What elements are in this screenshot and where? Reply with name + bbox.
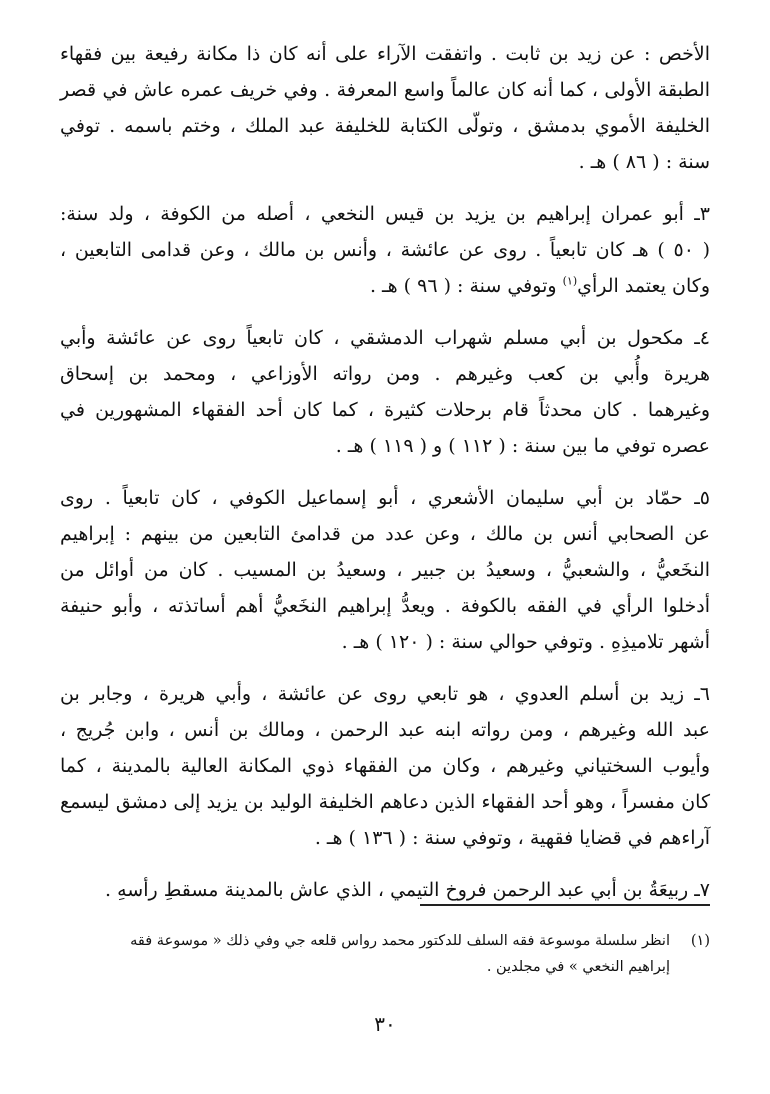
text-line: هريرة وأُبي بن كعب وغيرهم . ومن رواته الأوزاعي ، ومحمد بن إسحاق	[60, 363, 710, 385]
text-line	[60, 268, 710, 304]
footnote-marker: (١)	[690, 933, 710, 949]
page-number: ٣٠	[374, 1012, 396, 1036]
footnote-divider	[420, 904, 710, 906]
footnote-text-line: انظر سلسلة موسوعة فقه السلف للدكتور محمد رواس قلعه جي وفي ذلك « موسوعة فقه	[130, 933, 670, 949]
text-line: سنة : ( ٨٦ ) هـ .	[578, 151, 710, 173]
paragraph-5-zayd-ibn-aslam	[60, 676, 710, 856]
text-line: ٤ـ مكحول بن أبي مسلم شهراب الدمشقي ، كان تابعياً روى عن عائشة وأبي	[60, 327, 710, 349]
text-line: عبد الله وغيرهم ، ومن رواته ابنه عبد الرحمن ، ومالك بن أنس ، وابن جُريج ،	[60, 719, 710, 741]
text-segment: وكان يعتمد الرأي	[577, 275, 710, 297]
page-body	[60, 36, 710, 924]
footnote-reference[interactable]: (١)	[562, 274, 578, 288]
text-line: كان مفسراً ، وهو أحد الفقهاء الذين دعاهم الخليفة الوليد بن يزيد إلى دمشق ليسمع	[60, 791, 710, 813]
text-segment: وتوفي سنة : ( ٩٦ ) هـ .	[369, 275, 563, 297]
text-line: وغيرهما . كان محدثاً قام برحلات كثيرة ، كما كان أحد الفقهاء المشهورين في	[60, 399, 710, 421]
text-line: وأيوب السختياني وغيرهم ، وكان من الفقهاء ذوي المكانة العالية بالمدينة ، كما	[60, 755, 710, 777]
text-line: الطبقة الأولى ، كما أنه كان عالماً واسع المعرفة . وفي خريف عمره عاش في قصر	[60, 79, 710, 101]
paragraph-3-makhul	[60, 320, 710, 464]
footnote	[60, 928, 710, 980]
text-line: الخليفة الأموي بدمشق ، وتولّى الكتابة للخليفة عبد الملك ، وختم باسمه . توفي	[60, 115, 710, 137]
text-line: ( ٥٠ ) هـ كان تابعياً . روى عن عائشة ، وأنس بن مالك ، وعن قدامى التابعين ،	[60, 239, 710, 261]
paragraph-6-rabia	[60, 872, 710, 908]
text-line: ٧ـ ربيعَةُ بن أبي عبد الرحمن فروخ التيمي ، الذي عاش بالمدينة مسقطِ رأسهِ .	[105, 879, 710, 901]
text-line: النخَعيُّ ، والشعبيُّ ، وسعيدُ بن جبير ، وسعيدُ بن المسيب . كان من أوائل من	[60, 559, 710, 581]
text-line: أشهر تلاميذِهِ . وتوفي حوالي سنة : ( ١٢٠ ) هـ .	[341, 631, 710, 653]
footnote-text-line: إبراهيم النخعي » في مجلدين .	[486, 959, 670, 975]
text-line: عن الصحابي أنس بن مالك ، وعن عدد من قدامئ التابعين من بينهم : إبراهيم	[60, 523, 710, 545]
text-line: أدخلوا الرأي في الفقه بالكوفة . ويعدُّ إبراهيم النخَعيُّ أهم أساتذته ، وأبو حنيفة	[60, 595, 710, 617]
paragraph-1	[60, 36, 710, 180]
paragraph-4-hammad	[60, 480, 710, 660]
text-line: آراءهم في قضايا فقهية ، وتوفي سنة : ( ١٣٦ ) هـ .	[314, 827, 710, 849]
text-line: ٣ـ أبو عمران إبراهيم بن يزيد بن قيس النخعي ، أصله من الكوفة ، ولد سنة:	[60, 203, 710, 225]
text-line: ٥ـ حمّاد بن أبي سليمان الأشعري ، أبو إسماعيل الكوفي ، كان تابعياً . روى	[60, 487, 710, 509]
text-line: ٦ـ زيد بن أسلم العدوي ، هو تابعي روى عن عائشة ، وأبي هريرة ، وجابر بن	[60, 683, 710, 705]
paragraph-2-ibrahim-nakhai	[60, 196, 710, 304]
text-line: عصره توفي ما بين سنة : ( ١١٢ ) و ( ١١٩ ) هـ .	[335, 435, 710, 457]
text-line: الأخص : عن زيد بن ثابت . واتفقت الآراء على أنه كان ذا مكانة رفيعة بين فقهاء	[60, 43, 710, 65]
